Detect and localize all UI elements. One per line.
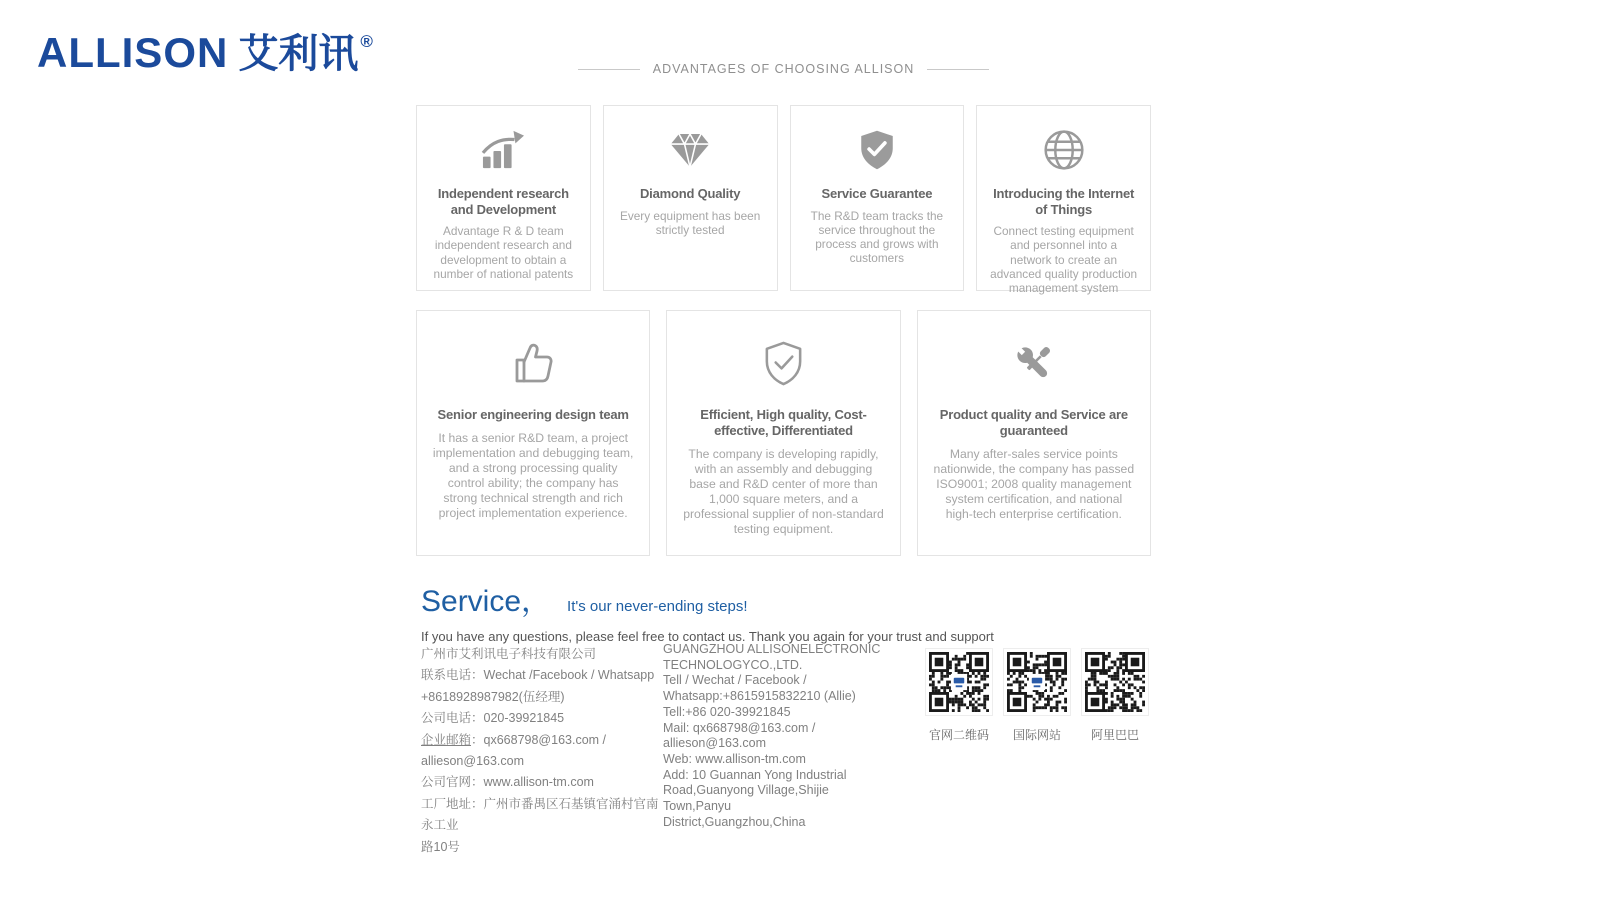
header-line (927, 69, 989, 70)
shield-check-outline-icon (680, 335, 886, 391)
company-name-cn: 广州市艾利讯电子科技有限公司 (421, 647, 597, 661)
brand-logo[interactable] (37, 22, 371, 79)
qr-label: 官网二维码 (928, 728, 989, 742)
contact-chinese-column (421, 644, 666, 858)
card-title: Independent research and Development (437, 186, 569, 217)
mail-addresses: Mail: qx668798@163.com / allieson@163.com (663, 720, 816, 751)
advantage-card (666, 310, 900, 556)
address-line2: Road,Guanyong Village,Shijie Town,Panyu (663, 783, 829, 814)
advantages-title: ADVANTAGES OF CHOOSING ALLISON (652, 62, 915, 76)
qr-item-alibaba (1081, 648, 1149, 743)
website-url: Web: www.allison-tm.com (663, 751, 806, 766)
company-email-alt: allieson@163.com (421, 754, 525, 769)
card-body: It has a senior R&D team, a project implementation and debugging team, and a strong processing quality control ability; the company has strong technical strength and rich project implementation experience. (432, 431, 634, 520)
main-content (416, 0, 1151, 900)
card-title: Diamond Quality (639, 186, 741, 201)
brand-name-cn: 艾利讯 (238, 32, 359, 76)
advantage-card (416, 310, 650, 556)
qr-code-image (1003, 648, 1071, 716)
shield-check-filled-icon (802, 126, 953, 174)
qr-label: 国际网站 (1012, 728, 1061, 742)
registered-trademark-icon: ® (360, 32, 373, 51)
whatsapp-number: Whatsapp:+8615915832210 (Allie) (663, 689, 856, 704)
qr-codes (925, 648, 1149, 743)
card-title: Senior engineering design team (437, 407, 629, 422)
advantages-section-header (416, 62, 1151, 76)
brand-name: ALLISON (37, 29, 229, 76)
service-subtitle: It's our never-ending steps! (567, 598, 748, 615)
advantage-card (976, 105, 1151, 296)
card-title: Product quality and Service are guaranteed (939, 407, 1128, 438)
qr-code-image (1081, 648, 1149, 716)
advantage-card (917, 310, 1151, 556)
qr-item-official-site (925, 648, 993, 743)
tools-icon (931, 335, 1137, 391)
card-body: Many after-sales service points nationwide, the company has passed ISO9001; 2008 quality management system certification, and national high-tech enterprise certification. (933, 447, 1135, 521)
diamond-icon (615, 126, 766, 174)
service-message: If you have any questions, please feel free to contact us. Thank you again for your trust and support (421, 629, 994, 644)
card-body: Advantage R & D team independent research and development to obtain a number of national patents (433, 224, 574, 281)
globe-icon (988, 126, 1139, 174)
company-website: 公司官网：www.allison-tm.com (421, 775, 594, 790)
contact-phone-label: 联系电话：Wechat /Facebook / Whatsapp (421, 668, 655, 683)
company-name-en-line2: TECHNOLOGYCO.,LTD. (663, 657, 803, 672)
telephone-number: Tell:+86 020-39921845 (663, 704, 791, 719)
company-email-line (421, 730, 666, 751)
address-line3: District,Guangzhou,China (663, 814, 806, 829)
card-body: The company is developing rapidly, with an assembly and debugging base and R&D center of more than 1,000 square meters, and a professional supplier of non-standard testing equipment. (683, 447, 884, 536)
factory-address-line2: 路10号 (421, 839, 460, 854)
qr-label: 阿里巴巴 (1090, 728, 1139, 742)
advantage-card (603, 105, 778, 291)
card-title: Service Guarantee (821, 186, 933, 201)
address-line1: Add: 10 Guannan Yong Industrial (663, 767, 847, 782)
card-body: Every equipment has been strictly tested (619, 208, 761, 237)
contact-english-column (663, 642, 898, 830)
thumbs-up-icon (430, 335, 636, 391)
header-line (578, 69, 640, 70)
service-section (421, 576, 1141, 644)
contact-phone-number: +8618928987982(伍经理) (421, 689, 565, 704)
card-body: Connect testing equipment and personnel into a network to create an advanced quality production management system (990, 224, 1138, 296)
advantage-card (416, 105, 591, 291)
company-email-link[interactable]: 企业邮箱 (421, 732, 472, 747)
advantage-cards-row-1 (416, 105, 1151, 296)
card-title: Efficient, High quality, Cost-effective, Differentiated (700, 407, 867, 438)
factory-address-line1: 工厂地址：广州市番禺区石基镇官涌村官南永工业 (421, 796, 659, 833)
qr-code-image (925, 648, 993, 716)
company-name-en-line1: GUANGZHOU ALLISONELECTRONIC (663, 642, 881, 656)
growth-chart-icon (428, 126, 579, 174)
advantage-card (790, 105, 965, 291)
contact-channels-line: Tell / Wechat / Facebook / (663, 673, 807, 688)
company-phone: 公司电话：020-39921845 (421, 711, 565, 726)
service-title: Service， (421, 585, 552, 618)
company-email-value: ：qx668798@163.com / (471, 732, 607, 747)
qr-item-international-site (1003, 648, 1071, 743)
advantage-cards-row-2 (416, 310, 1151, 556)
card-body: The R&D team tracks the service throughout the process and grows with customers (810, 208, 944, 266)
card-title: Introducing the Internet of Things (993, 186, 1135, 217)
